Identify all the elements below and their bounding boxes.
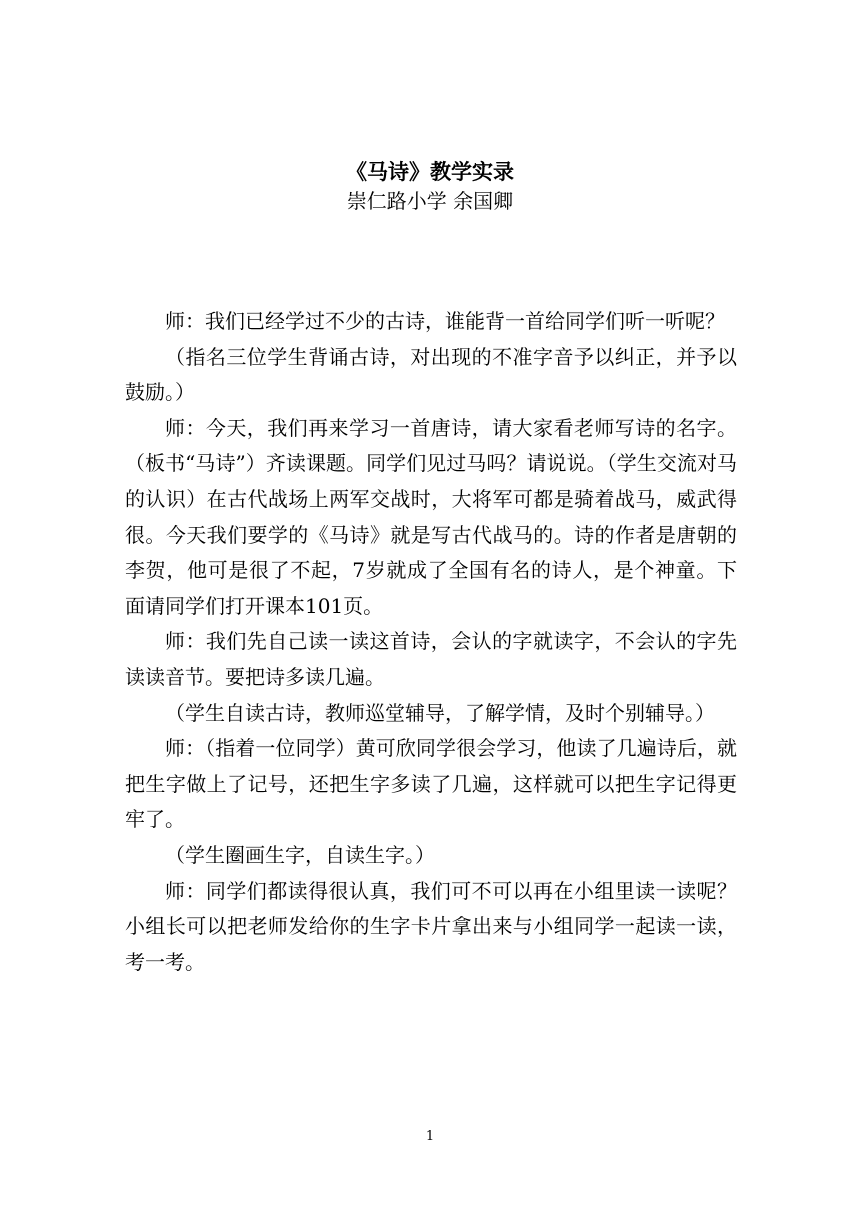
paragraph: （学生圈画生字，自读生字。） <box>165 842 435 867</box>
paragraph: （学生自读古诗，教师巡堂辅导，了解学情，及时个别辅导。） <box>165 700 715 725</box>
document-title: 《马诗》教学实录 <box>346 159 514 184</box>
paragraph: 师：我们已经学过不少的古诗，谁能背一首给同学们听一听呢？ <box>165 309 725 333</box>
document-body <box>125 304 737 980</box>
page-number: 1 <box>425 1129 435 1144</box>
paragraph: （指名三位学生背诵古诗，对出现的不准字音予以纠正，并予以鼓励。） <box>125 344 737 405</box>
document-author: 崇仁路小学 余国卿 <box>346 189 514 213</box>
paragraph: 师：同学们都读得很认真，我们可不可以再在小组里读一读呢？小组长可以把老师发给你的生字卡片拿出来与小组同学一起读一读，考一考。 <box>125 878 737 974</box>
paragraph: 师：今天，我们再来学习一首唐诗，请大家看老师写诗的名字。（板书“马诗”）齐读课题。同学们见过马吗？请说说。（学生交流对马的认识）在古代战场上两军交战时，大将军可都是骑着战马，威武得很。今天我们要学的《马诗》就是写古代战马的。诗的作者是唐朝的李贺，他可是很了不起，7岁就成了全国有名的诗人，是个神童。下面请同学们打开课本101页。 <box>125 415 737 618</box>
paragraph: 师：（指着一位同学）黄可欣同学很会学习，他读了几遍诗后，就把生字做上了记号，还把生字多读了几遍，这样就可以把生字记得更牢了。 <box>125 736 737 832</box>
paragraph: 师：我们先自己读一读这首诗，会认的字就读字，不会认的字先读读音节。要把诗多读几遍。 <box>125 629 737 689</box>
